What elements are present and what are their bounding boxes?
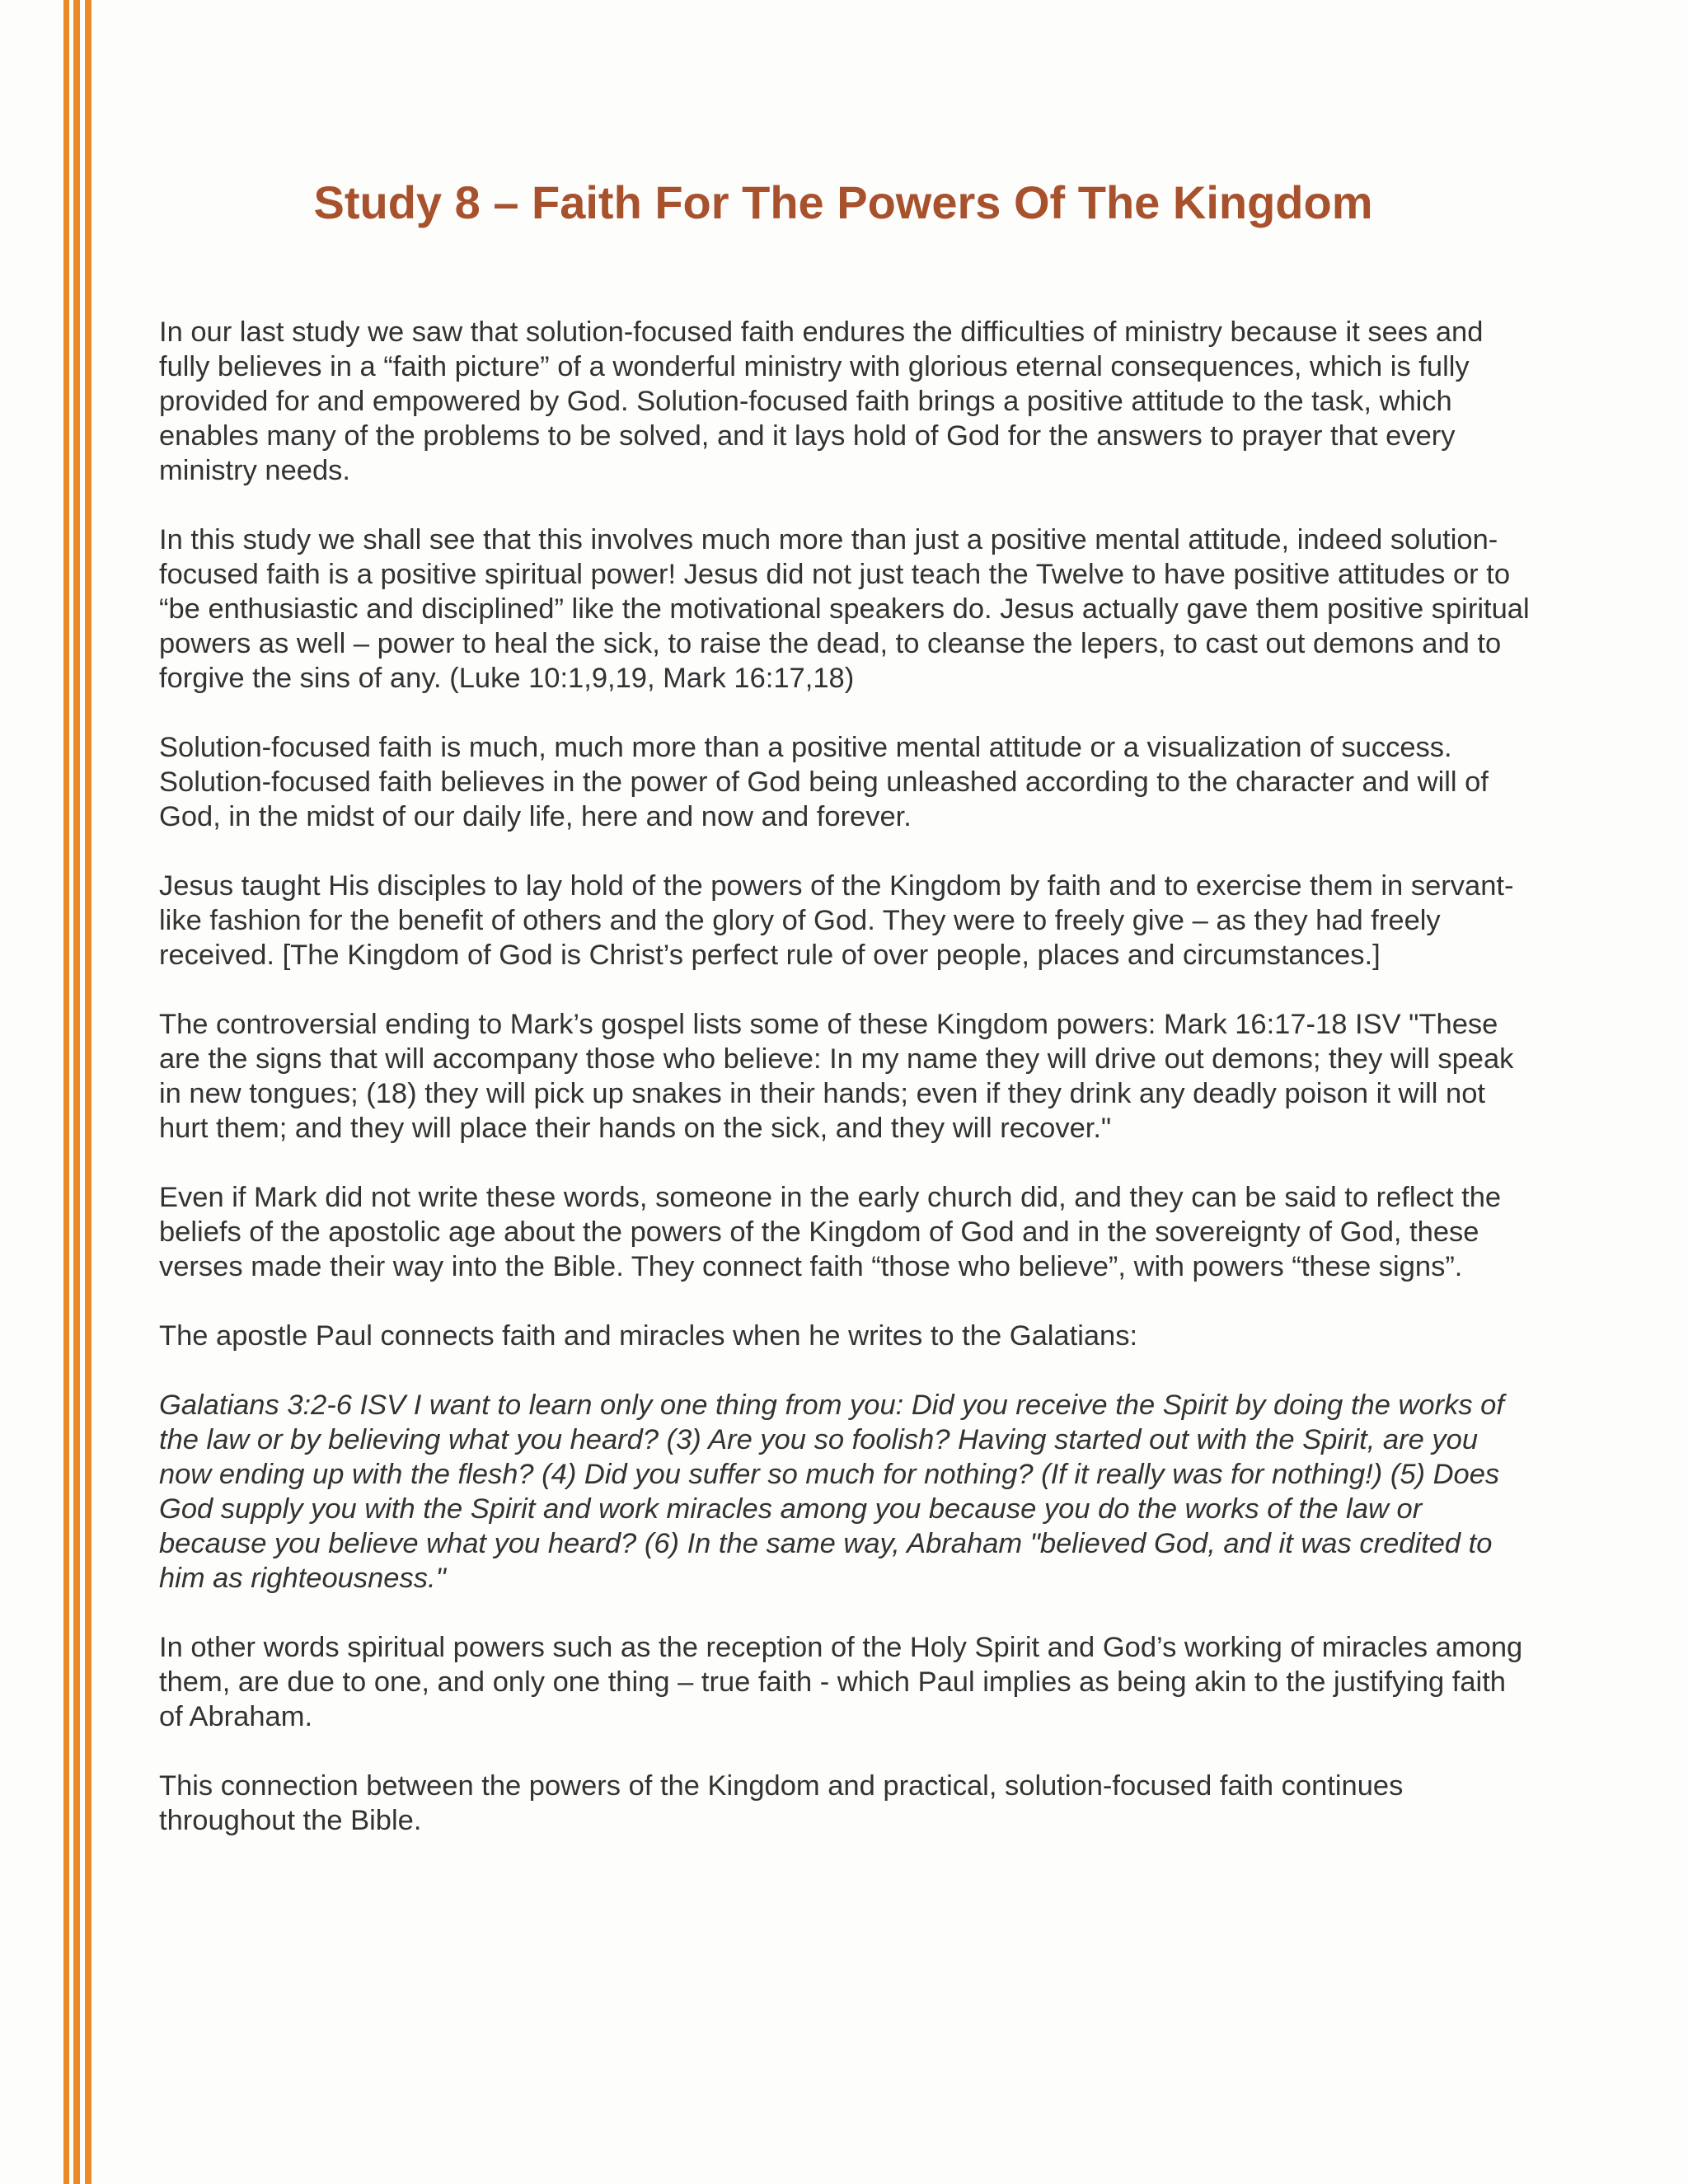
left-border-decoration — [63, 0, 91, 2184]
paragraph: In our last study we saw that solution-focused faith endures the difficulties of ministry because it sees and fully believes in a “faith picture” of a wonderful ministry with glorious eternal consequences, which is fully provided for and empowered by God. Solution-focused faith brings a positive attitude to the task, which enables many of the problems to be solved, and it lays hold of God for the answers to prayer that every ministry needs. — [159, 316, 1484, 486]
paragraph: This connection between the powers of the Kingdom and practical, solution-focused faith continues throughout the Bible. — [159, 1770, 1404, 1836]
border-stripe — [85, 0, 91, 2184]
page-title: Study 8 – Faith For The Powers Of The Kingdom — [313, 176, 1373, 228]
paragraph: Solution-focused faith is much, much more than a positive mental attitude or a visualization of success. Solution-focused faith believes in the power of God being unleashed according to the character and will of God, in the midst of our daily life, here and now and forever. — [159, 732, 1489, 832]
paragraph: Even if Mark did not write these words, someone in the early church did, and they can be said to reflect the beliefs of the apostolic age about the powers of the Kingdom of God and in the sovereignty of God, these verses made their way into the Bible. They connect faith “those who believe”, with powers “these signs”. — [159, 1182, 1502, 1282]
border-stripe — [73, 0, 80, 2184]
paragraph: Jesus taught His disciples to lay hold of the powers of the Kingdom by faith and to exercise them in servant-like fashion for the benefit of others and the glory of God. They were to freely give – as they had freely received. [The Kingdom of God is Christ’s perfect rule of over people, places and circumstances.] — [159, 870, 1514, 971]
paragraph: The controversial ending to Mark’s gospel lists some of these Kingdom powers: Mark 16:17-18 ISV "These are the signs that will accompany those who believe: In my name they will drive out demons; they will speak in new tongues; (18) they will pick up snakes in their hands; even if they drink any deadly poison it will not hurt them; and they will place their hands on the sick, and they will recover." — [159, 1009, 1514, 1144]
paragraph: In other words spiritual powers such as the reception of the Holy Spirit and God’s working of miracles among them, are due to one, and only one thing – true faith - which Paul implies as being akin to the justifying faith of Abraham. — [159, 1632, 1523, 1732]
paragraph: The apostle Paul connects faith and miracles when he writes to the Galatians: — [159, 1320, 1138, 1352]
border-stripe — [63, 0, 69, 2184]
scripture-quote: Galatians 3:2-6 ISV I want to learn only one thing from you: Did you receive the Spirit by doing the works of the law or by believing what you heard? (3) Are you so foolish? Having started out with the Spirit, are you now ending up with the flesh? (4) Did you suffer so much for nothing? (If it really was for nothing!) (5) Does God supply you with the Spirit and work miracles among you because you do the works of the law or because you believe what you heard? (6) In the same way, Abraham "believed God, and it was credited to him as righteousness." — [159, 1390, 1504, 1594]
body-text — [159, 315, 1531, 1872]
paragraph: In this study we shall see that this involves much more than just a positive mental attitude, indeed solution-focused faith is a positive spiritual power! Jesus did not just teach the Twelve to have positive attitudes or to “be enthusiastic and disciplined” like the motivational speakers do. Jesus actually gave them positive spiritual powers as well – power to heal the sick, to raise the dead, to cleanse the lepers, to cast out demons and to forgive the sins of any. (Luke 10:1,9,19, Mark 16:17,18) — [159, 524, 1530, 694]
